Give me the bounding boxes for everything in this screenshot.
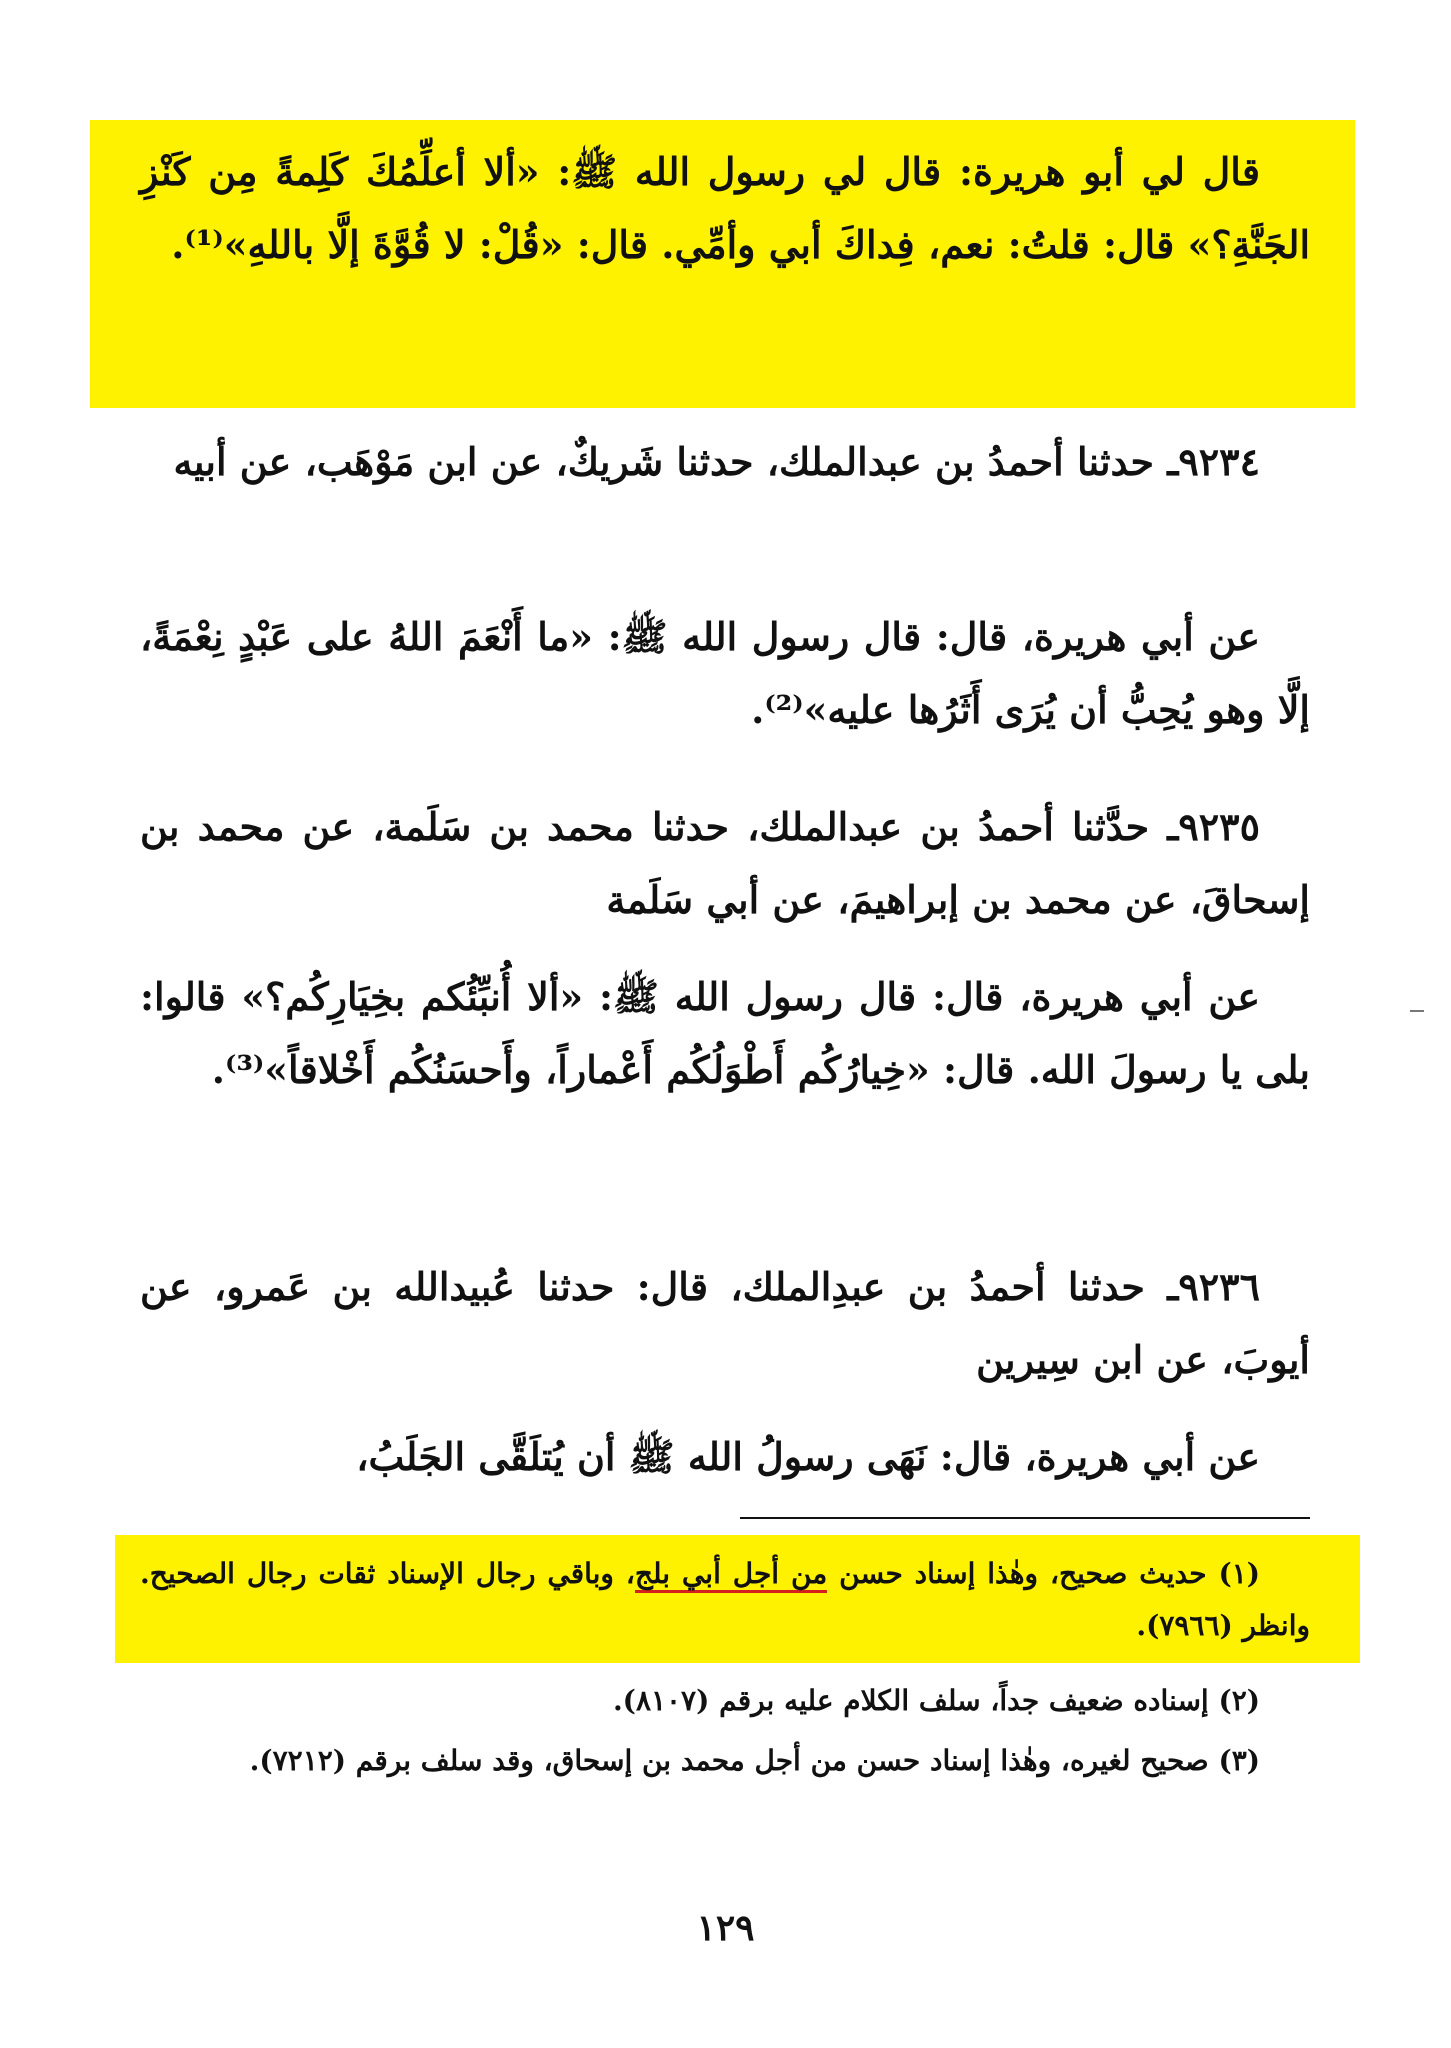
footnote-1-underlined: من أجل أبي بلج: [635, 1557, 827, 1593]
footnote-1-end: ، وباقي رجال الإسناد ثقات رجال الصحيح. وانظر (٧٩٦٦).: [140, 1557, 1310, 1642]
hadith-text-1: قال لي أبو هريرة: قال لي رسول الله ﷺ: «ألا أعلِّمُكَ كَلِمةً مِن كَنْزِ الجَنَّةِ؟» قال: قلتُ: نعم، فِداكَ أبي وأمِّي. قال: «قُلْ: لا قُوَّةَ إلَّا باللهِ»⁽¹⁾.: [140, 149, 1310, 267]
footnote-1-start: (١) حديث صحيح، وهٰذا إسناد حسن: [827, 1557, 1260, 1590]
margin-mark: [1410, 1010, 1424, 1012]
isnad-9236: ٩٢٣٦ـ حدثنا أحمدُ بن عبدِالملك، قال: حدثنا عُبيدالله بن عَمرو، عن أيوبَ، عن ابن سِيرين: [140, 1264, 1310, 1382]
footnote-3: (٣) صحيح لغيره، وهٰذا إسناد حسن من أجل محمد بن إسحاق، وقد سلف برقم (٧٢١٢).: [249, 1744, 1260, 1777]
isnad-9234: ٩٢٣٤ـ حدثنا أحمدُ بن عبدالملك، حدثنا شَريكٌ، عن ابن مَوْهَب، عن أبيه: [173, 439, 1260, 484]
hadith-text-9234: عن أبي هريرة، قال: قال رسول الله ﷺ: «ما أَنْعَمَ اللهُ على عَبْدٍ نِعْمَةً، إلَّا وهو يُحِبُّ أن يُرَى أَثَرُها عليه»⁽²⁾.: [140, 614, 1310, 732]
footnote-separator: [740, 1517, 1310, 1519]
hadith-text-9235: عن أبي هريرة، قال: قال رسول الله ﷺ: «ألا أُنبِّئُكم بخِيَارِكُم؟» قالوا: بلى يا رسولَ الله. قال: «خِيارُكُم أَطْوَلُكُم أَعْماراً، وأَحسَنُكُم أَخْلاقاً»⁽³⁾.: [140, 974, 1310, 1092]
isnad-9235: ٩٢٣٥ـ حدَّثنا أحمدُ بن عبدالملك، حدثنا محمد بن سَلَمة، عن محمد بن إسحاقَ، عن محمد بن إبراهيمَ، عن أبي سَلَمة: [140, 804, 1310, 922]
hadith-text-9236: عن أبي هريرة، قال: نَهَى رسولُ الله ﷺ أن يُتلَقَّى الجَلَبُ،: [356, 1434, 1260, 1479]
footnote-2: (٢) إسناده ضعيف جداً، سلف الكلام عليه برقم (٨١٠٧).: [612, 1684, 1260, 1717]
page-number: ١٢٩: [696, 1907, 755, 1949]
footnote-1: [140, 1548, 1310, 1652]
